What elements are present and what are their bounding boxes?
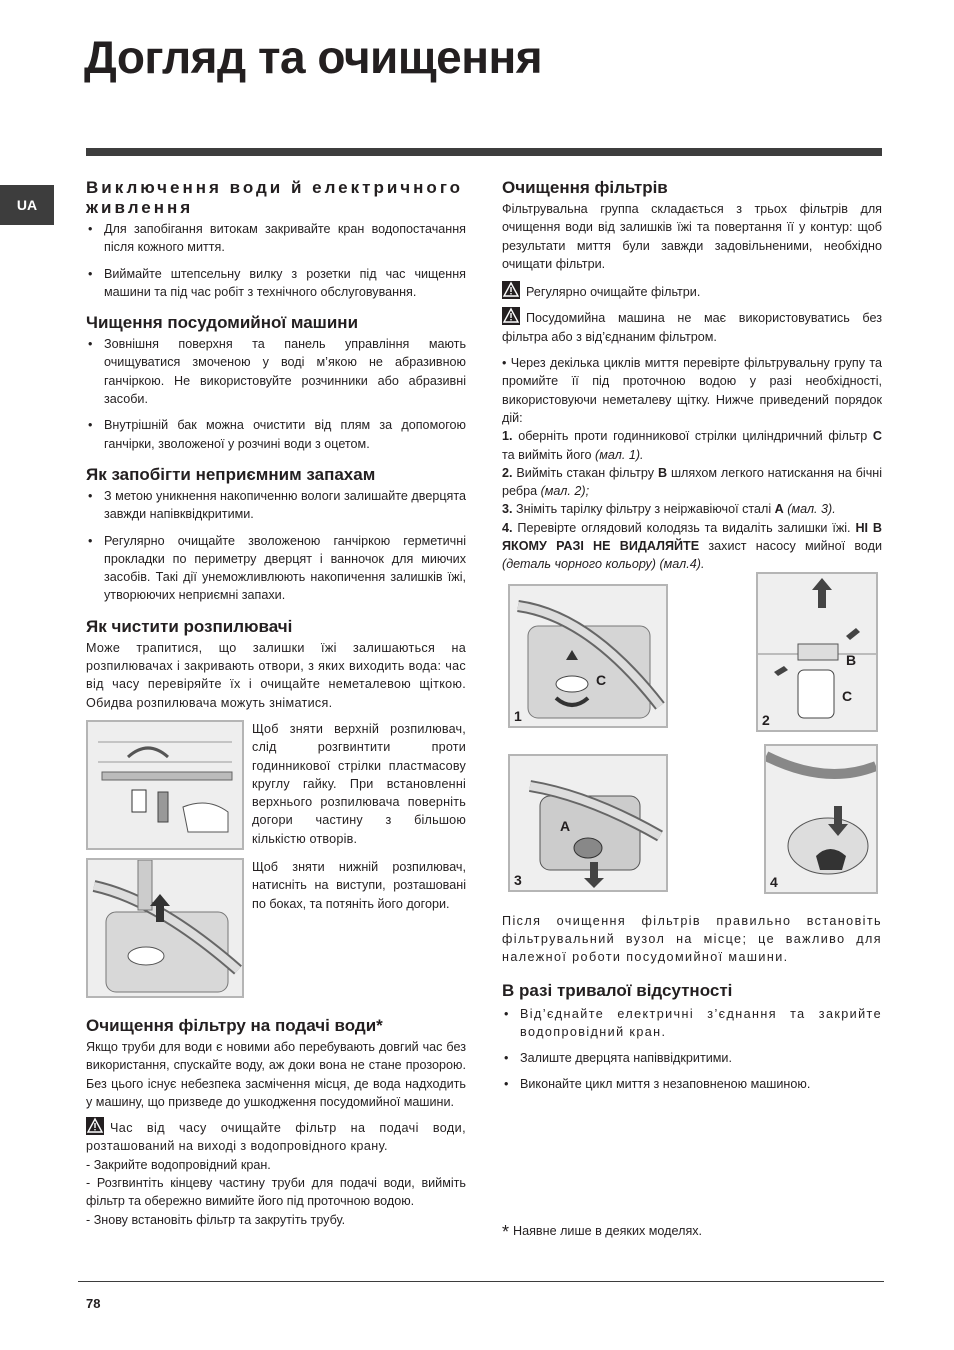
warning-paragraph [502, 281, 882, 301]
section-filters [502, 178, 882, 967]
page-title: Догляд та очищення [84, 31, 543, 83]
list-item: • З метою уникнення накопиченню вологи залишайте дверцята завжди напівквідкритими. [86, 487, 466, 524]
section-odours [86, 465, 466, 605]
list-item: • Виймайте штепсельну вилку з розетки під час чищення машини та під час робіт з технічного обслуговування. [86, 265, 466, 302]
paragraph: Якщо труби для води є новими або перебувають довгий час без використання, спускайте воду, аж доки вона не стане прозорою. Без цього існує небезпека засмічення місця, де вода надходить у машину, що призведе до ушкодження посудомийної машини. [86, 1039, 466, 1109]
list-item: • Для запобігання витокам закривайте кран водопостачання після кожного миття. [86, 220, 466, 257]
list-item: • Залиште дверцята напіввідкритими. [502, 1049, 882, 1067]
warning-text: Регулярно очищайте фільтри. [526, 285, 701, 300]
step-1: 1. оберніть проти годинникової стрілки циліндричний фільтр С та вийміть його (мал. 1). [502, 429, 883, 462]
asterisk-icon: * [502, 1222, 510, 1242]
paragraph: • Через декілька циклів миття перевірте фільтрувальну групу та промийте її під проточною водою у разі необхідності, використовуючи неметалеву щітку. Нижче приведений порядок дій: [502, 356, 882, 425]
step-line: - Розгвинтіть кінцеву частину труби для подачі води, вийміть фільтр та обережно вимийте його під проточною водою. [86, 1176, 466, 1209]
footer-rule [78, 1281, 884, 1282]
figure-1: 1 C [508, 584, 668, 728]
warning-paragraph [502, 307, 882, 346]
left-column [86, 178, 466, 1241]
section-cleaning-machine [86, 313, 466, 453]
upper-spray-arm-illustration [86, 720, 244, 850]
figure-3: 3 A [508, 754, 668, 892]
section-inlet-filter [86, 1016, 466, 1229]
list-item: • Зовнішня поверхня та панель управління мають очищуватися змоченою у воді м’якою не абразивною ганчіркою. Не використовуйте розчинники або абразивні засоби. [86, 335, 466, 408]
step-line: - Знову встановіть фільтр та закрутіть трубу. [86, 1212, 346, 1227]
section-heading: В разі тривалої відсутності [502, 980, 733, 1000]
paragraph: Щоб зняти нижній розпилювач, натисніть на виступи, розташовані по боках, та потяніть його догори. [252, 859, 466, 911]
paragraph: Може трапитися, що залишки їжі залишаються на розпилювачах і закривають отвори, з яких виходить вода: час від часу перевіряйте їх і очищайте неметалевою щіткою. Обидва розпилювача можуть зніматися. [86, 640, 466, 710]
lower-spray-arm-illustration [86, 858, 244, 998]
figure-4: 4 [764, 744, 878, 894]
list-item: • Регулярно очищайте зволоженою ганчіркою герметичні прокладки по периметру дверцят і ванночок для миючих засобів. Такі дії унеможливлюють накопичення залишків їжі, утворюючих неприємні запахи. [86, 532, 466, 605]
page-number: 78 [86, 1296, 101, 1311]
warning-paragraph [86, 1117, 466, 1156]
section-heading: Виключення води й електричного живлення [86, 178, 464, 217]
step-4: 4. Перевірте оглядовий колодязь та видаліть залишки їжі. НІ В ЯКОМУ РАЗІ НЕ ВИДАЛЯЙТЕ захист насосу мийної води (деталь чорного кольору) (мал.4). [502, 520, 883, 572]
filter-figures [502, 584, 882, 914]
warning-text: Посудомийна машина не має використовуватись без фільтра або з від’єднаним фільтром. [502, 311, 882, 344]
list-item: • Внутрішній бак можна очистити від плям за допомогою ганчірки, зволоженої у розчині води з оцетом. [86, 416, 466, 453]
section-heading: Очищення фільтру на подачі води* [86, 1015, 383, 1035]
warning-icon [502, 281, 520, 299]
language-tab: UA [0, 185, 54, 225]
paragraph: Після очищення фільтрів правильно встановіть фільтрувальний вузол на місце; це важливо для належної роботи посудомийної машини. [502, 913, 882, 965]
step-3: 3. Зніміть тарілку фільтру з неіржавіючої сталі А (мал. 3). [502, 502, 836, 517]
figure-2: 2 B C [756, 572, 878, 732]
section-heading: Очищення фільтрів [502, 178, 668, 197]
list-item: • Виконайте цикл миття з незаповненою машиною. [502, 1075, 882, 1093]
footnote: * Наявне лише в деяких моделях. [502, 1222, 703, 1242]
step-line: - Закрийте водопровідний кран. [86, 1157, 271, 1172]
right-column [502, 178, 882, 1106]
section-absence [502, 981, 882, 1094]
section-power-water [86, 178, 466, 301]
warning-icon [502, 307, 520, 325]
warning-text: Час від часу очищайте фільтр на подачі води, розташований на виході з водопровідного крану. [86, 1121, 466, 1154]
header-rule [86, 148, 882, 156]
paragraph: Щоб зняти верхній розпилювач, слід розгвинтити проти годинникової стрілки пластмасову круглу гайку. При встановленні верхнього розпилювача поверніть догори частину з більшою кількістю отворів. [252, 721, 466, 846]
section-heading: Як запобігти неприємним запахам [86, 464, 376, 484]
section-heading: Як чистити розпилювачі [86, 616, 293, 636]
step-2: 2. Вийміть стакан фільтру В шляхом легкого натискання на бічні ребра (мал. 2); [502, 465, 883, 499]
list-item: • Від’єднайте електричні з’єднання та закрийте водопровідний кран. [502, 1005, 882, 1042]
section-heading: Чищення посудомийної машини [86, 313, 359, 333]
warning-icon [86, 1117, 104, 1135]
section-spray-arms [86, 617, 466, 998]
paragraph: Фільтрувальна группа складається з трьох фільтрів для очищення води від залишків їжі та повертання її у контур: щоб результати миття були завжди задовільненими, необхідно очищати фільтри. [502, 202, 882, 271]
